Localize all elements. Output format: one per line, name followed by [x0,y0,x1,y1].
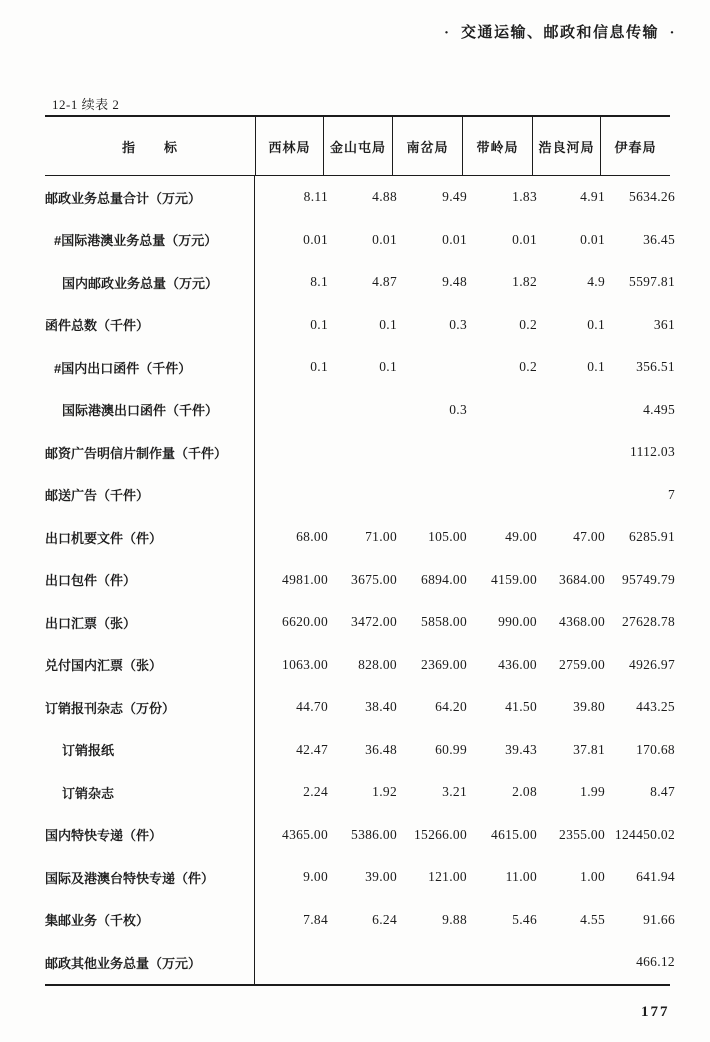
row-label: #国内出口函件（千件） [45,346,255,389]
table-row [45,261,675,304]
cell-value: 5597.81 [629,274,675,290]
cell-value: 121.00 [428,869,467,885]
row-label: 订销杂志 [45,771,255,814]
cell-value: 7 [667,486,675,502]
cell-value [323,474,392,517]
table-row [45,686,675,729]
cell-value: 0.01 [512,231,537,247]
cell-value: 828.00 [358,656,397,672]
cell-value: 1063.00 [282,656,328,672]
cell-value [255,941,323,984]
cell-value: 1.82 [512,274,537,290]
cell-value: 105.00 [428,529,467,545]
page-number: 177 [641,1004,670,1020]
table-row [45,219,675,262]
cell-value [255,474,323,517]
running-header: · 交通运输、邮政和信息传输 · [443,25,676,41]
cell-value: 4159.00 [491,571,537,587]
cell-value: 4.55 [580,911,605,927]
cell-value: 361 [653,316,675,332]
cell-value: 39.00 [365,869,397,885]
cell-value: 5858.00 [421,614,467,630]
table-row [45,771,675,814]
table-row [45,941,675,984]
cell-value: 1.99 [580,784,605,800]
cell-value: 39.43 [505,741,537,757]
row-label: 邮送广告（千件） [45,474,255,517]
row-label: 邮政其他业务总量（万元） [45,941,255,984]
cell-value: 4368.00 [559,614,605,630]
cell-value: 4615.00 [491,826,537,842]
cell-value [462,474,532,517]
cell-value: 0.1 [379,316,397,332]
cell-value: 49.00 [505,529,537,545]
cell-value [392,941,462,984]
row-label: 出口机要文件（件） [45,516,255,559]
table-row [45,474,675,517]
cell-value: 1.00 [580,869,605,885]
cell-value: 2355.00 [559,826,605,842]
cell-value: 6.24 [372,911,397,927]
cell-value: 4926.97 [629,656,675,672]
cell-value: 443.25 [636,699,675,715]
cell-value: 5386.00 [351,826,397,842]
cell-value: 15266.00 [413,826,467,842]
table-row [45,431,675,474]
cell-value: 91.66 [643,911,675,927]
row-label: 函件总数（千件） [45,304,255,347]
cell-value: 42.47 [296,741,328,757]
cell-value: 68.00 [296,529,328,545]
cell-value: 3684.00 [559,571,605,587]
cell-value [462,941,532,984]
cell-value [532,941,600,984]
cell-value [532,389,600,432]
column-header-bureau: 南岔局 [392,117,462,175]
cell-value: 60.99 [435,741,467,757]
table-row [45,516,675,559]
cell-value: 38.40 [365,699,397,715]
cell-value: 1.92 [372,784,397,800]
row-label: 订销报刊杂志（万份） [45,686,255,729]
table-row [45,559,675,602]
cell-value: 641.94 [636,869,675,885]
column-header-bureau: 带岭局 [462,117,532,175]
column-header-bureau: 浩良河局 [532,117,600,175]
cell-value: 436.00 [498,656,537,672]
cell-value [323,941,392,984]
cell-value: 2.08 [512,784,537,800]
cell-value: 8.47 [650,784,675,800]
cell-value: 0.2 [519,316,537,332]
cell-value [255,431,323,474]
row-label: 出口汇票（张） [45,601,255,644]
row-label: 订销报纸 [45,729,255,772]
cell-value [532,431,600,474]
cell-value: 9.48 [442,274,467,290]
row-label: 邮政业务总量合计（万元） [45,176,255,219]
cell-value: 4.495 [643,401,675,417]
statistics-table [45,115,675,986]
cell-value: 1112.03 [630,444,675,460]
table-row [45,176,675,219]
cell-value [323,431,392,474]
cell-value: 2369.00 [421,656,467,672]
cell-value: 37.81 [573,741,605,757]
cell-value: 0.3 [449,401,467,417]
row-label: 国内邮政业务总量（万元） [45,261,255,304]
cell-value: 466.12 [636,954,675,970]
column-header-bureau: 西林局 [255,117,323,175]
cell-value: 0.01 [442,231,467,247]
cell-value: 5.46 [512,911,537,927]
cell-value: 124450.02 [614,826,675,842]
cell-value: 7.84 [303,911,328,927]
cell-value: 47.00 [573,529,605,545]
cell-value: 0.1 [379,359,397,375]
table-row [45,644,675,687]
row-label: 国际及港澳台特快专递（件） [45,856,255,899]
cell-value: 0.1 [587,316,605,332]
cell-value: 64.20 [435,699,467,715]
table-row [45,729,675,772]
row-label: 邮资广告明信片制作量（千件） [45,431,255,474]
cell-value: 1.83 [512,189,537,205]
cell-value: 39.80 [573,699,605,715]
table-row [45,601,675,644]
cell-value: 44.70 [296,699,328,715]
cell-value: 0.01 [372,231,397,247]
cell-value: 9.00 [303,869,328,885]
cell-value: 36.45 [643,231,675,247]
cell-value: 9.88 [442,911,467,927]
cell-value: 71.00 [365,529,397,545]
cell-value: 3472.00 [351,614,397,630]
cell-value: 9.49 [442,189,467,205]
table-row [45,304,675,347]
cell-value: 0.01 [303,231,328,247]
table-body [45,176,675,986]
cell-value: 0.1 [310,316,328,332]
cell-value [462,431,532,474]
cell-value: 6894.00 [421,571,467,587]
row-label: #国际港澳业务总量（万元） [45,219,255,262]
cell-value [323,389,392,432]
cell-value: 2759.00 [559,656,605,672]
cell-value: 5634.26 [629,189,675,205]
column-header-bureau: 伊春局 [600,117,670,175]
cell-value [255,389,323,432]
cell-value: 4.9 [587,274,605,290]
cell-value: 4365.00 [282,826,328,842]
cell-value: 0.1 [310,359,328,375]
cell-value [392,346,462,389]
table-row [45,856,675,899]
cell-value [392,474,462,517]
cell-value: 3675.00 [351,571,397,587]
cell-value: 8.11 [303,189,328,205]
cell-value: 0.3 [449,316,467,332]
cell-value: 990.00 [498,614,537,630]
cell-value: 6285.91 [629,529,675,545]
row-label: 出口包件（件） [45,559,255,602]
table-row [45,389,675,432]
cell-value: 27628.78 [621,614,675,630]
cell-value [532,474,600,517]
cell-value: 95749.79 [621,571,675,587]
row-label: 集邮业务（千枚） [45,899,255,942]
cell-value: 11.00 [505,869,537,885]
cell-value: 4.91 [580,189,605,205]
table-row [45,346,675,389]
cell-value: 3.21 [442,784,467,800]
cell-value: 6620.00 [282,614,328,630]
cell-value: 4981.00 [282,571,328,587]
table-row [45,814,675,857]
cell-value [392,431,462,474]
cell-value: 4.87 [372,274,397,290]
row-label: 国际港澳出口函件（千件） [45,389,255,432]
table-title: 12-1 续表 2 [52,97,120,112]
column-header-indicator: 指 标 [121,139,178,155]
cell-value: 2.24 [303,784,328,800]
row-label: 兑付国内汇票（张） [45,644,255,687]
cell-value [462,389,532,432]
cell-value: 356.51 [636,359,675,375]
cell-value: 0.01 [580,231,605,247]
cell-value: 0.1 [587,359,605,375]
cell-value: 41.50 [505,699,537,715]
row-label: 国内特快专递（件） [45,814,255,857]
column-header-bureau: 金山屯局 [323,117,392,175]
table-row [45,899,675,942]
cell-value: 4.88 [372,189,397,205]
table-header-row [45,115,670,176]
cell-value: 8.1 [310,274,328,290]
cell-value: 170.68 [636,741,675,757]
cell-value: 0.2 [519,359,537,375]
cell-value: 36.48 [365,741,397,757]
